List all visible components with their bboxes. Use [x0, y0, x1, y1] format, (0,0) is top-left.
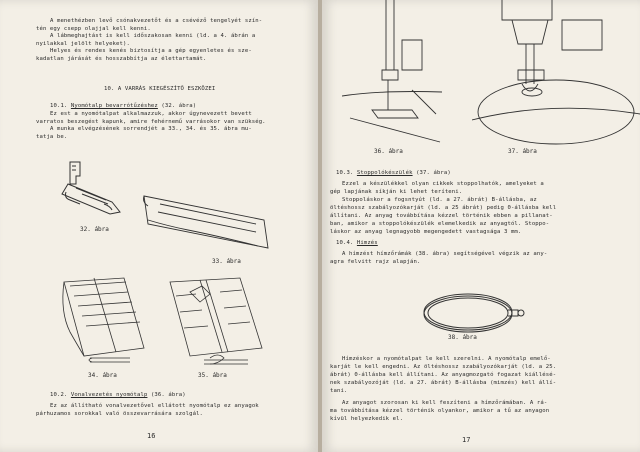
figure-caption: 36. ábra: [374, 148, 403, 155]
subsection-heading: [336, 240, 378, 247]
body-line: Az anyagot szorosan ki kell feszíteni a hímzőrámában. A rá-: [342, 400, 548, 406]
body-line: kívül helyezkedik el.: [330, 416, 404, 422]
body-line: Hímzéskor a nyomótalpat le kell szerelni. A nyomótalp emelő-: [342, 356, 551, 362]
page-number: 17: [462, 436, 471, 444]
body-line: Stoppoláskor a fogsntyút (ld. a 27. ábrát) B-állásba, az: [342, 197, 537, 203]
subsection-title: Himzés: [356, 240, 378, 246]
body-line: A hímzést hímzőrámák (38. ábra) segítségével végzik az any-: [342, 251, 548, 257]
body-line: párhuzamos sorokkal való összevarrására szolgál.: [36, 411, 204, 417]
darning-device-figure: [472, 0, 640, 150]
page-number: 16: [147, 432, 156, 440]
intro-line: tén egy csepp olajjal kell kenni.: [36, 25, 151, 32]
intro-line: Helyes és rendes kenés biztosítja a gép egyenletes és sze-: [50, 48, 252, 54]
body-line: ban, amikor a stoppolókészülék elemelkedik az anyagtól. Stoppo-: [330, 221, 550, 227]
body-line: ma továbbítása kézzel történik olyankor, amikor a tű az anyagon: [330, 408, 550, 414]
intro-line: A lábmeghajtást is kell időszakosan kenni (ld. a 4. ábrán a: [50, 33, 256, 39]
figure-caption: 33. ábra: [212, 258, 241, 265]
subsection-heading: [50, 392, 186, 399]
body-line: láskor az anyag legnagyobb megengedett vastagsága 3 mm.: [330, 229, 522, 235]
subsection-title: Vonalvezetés nyomótalp: [70, 392, 148, 398]
folded-fabric-figure: [140, 190, 280, 260]
body-line: Ez az állítható vonalvezetővel ellátott nyomótalp ez anyagok: [50, 403, 259, 409]
body-line: A munka elvégzésének sorrendjét a 33., 34. és 35. ábra mu-: [50, 126, 252, 132]
intro-line: kadatlan járását és hosszabbítja az élettartamát.: [36, 55, 207, 62]
intro-line: A menethézben levő csónakvezetőt és a csévéző tengelyét szín-: [50, 18, 263, 24]
figure-reference: (36. ábra): [150, 392, 186, 398]
figure-caption: 37. ábra: [508, 148, 537, 155]
figure-caption: 34. ábra: [88, 372, 117, 379]
body-line: Ez est a nyomótalpat alkalmazzuk, akkor úgynevezett bevett: [50, 111, 252, 117]
subsection-number: 10.2.: [50, 392, 68, 398]
body-line: tani.: [330, 388, 348, 394]
subsection-title: Stoppolókészülék: [356, 170, 413, 176]
right-page: [322, 0, 640, 452]
body-line: nek szabályozóját (ld. a 27. ábrát) B-állásba (mimzés) kell állí-: [330, 380, 557, 386]
body-line: tatja be.: [36, 133, 68, 140]
figure-reference: (37. ábra): [416, 170, 451, 176]
hem-step-figure: [54, 272, 154, 370]
subsection-heading: [50, 103, 196, 110]
body-line: gép lapjának síkján ki lehet teríteni.: [330, 189, 463, 195]
subsection-heading: [336, 170, 451, 177]
body-line: ábrát) 0-állásba kell állítani. Az anyagmozgató fogazat kiállésé-: [330, 372, 557, 378]
body-line: öltéshossz szabályozókarját (ld. a 25 ábrát) pedig 0-állásba kell: [330, 205, 557, 211]
figure-caption: 38. ábra: [448, 334, 477, 341]
left-page: [0, 0, 318, 452]
subsection-number: 10.4.: [336, 240, 354, 246]
figure-reference: (32. ábra): [161, 103, 197, 109]
figure-caption: 35. ábra: [198, 372, 227, 379]
body-line: Ezzel a készülékkel olyan cikkek stoppolhatók, amelyeket a: [342, 181, 544, 187]
hem-finish-figure: [160, 272, 270, 370]
body-line: varratos beszegést kapunk, amire fehérnemű varrásokor van szükség.: [36, 118, 266, 125]
body-line: állítani. Az anyag továbbítása kézzel történik ebben a pillanat-: [330, 213, 553, 219]
body-line: karját le kell engedni. Az öltéshossz szabályozókarját (ld. a 25.: [330, 364, 557, 370]
section-heading: 10. A VARRÁS KIEGÉSZÍTŐ ESZKÖZEI: [104, 86, 216, 92]
body-line: agra felvitt rajz alapján.: [330, 259, 421, 265]
subsection-number: 10.3.: [336, 170, 354, 176]
line-guide-foot-figure: [342, 0, 452, 150]
figure-caption: 32. ábra: [80, 226, 109, 233]
presser-foot-figure: [60, 158, 128, 228]
subsection-title: Nyomótalp bevarrótűzéshez: [70, 103, 158, 109]
intro-line: nyilakkal jelölt helyeket).: [36, 40, 130, 47]
subsection-number: 10.1.: [50, 103, 68, 109]
